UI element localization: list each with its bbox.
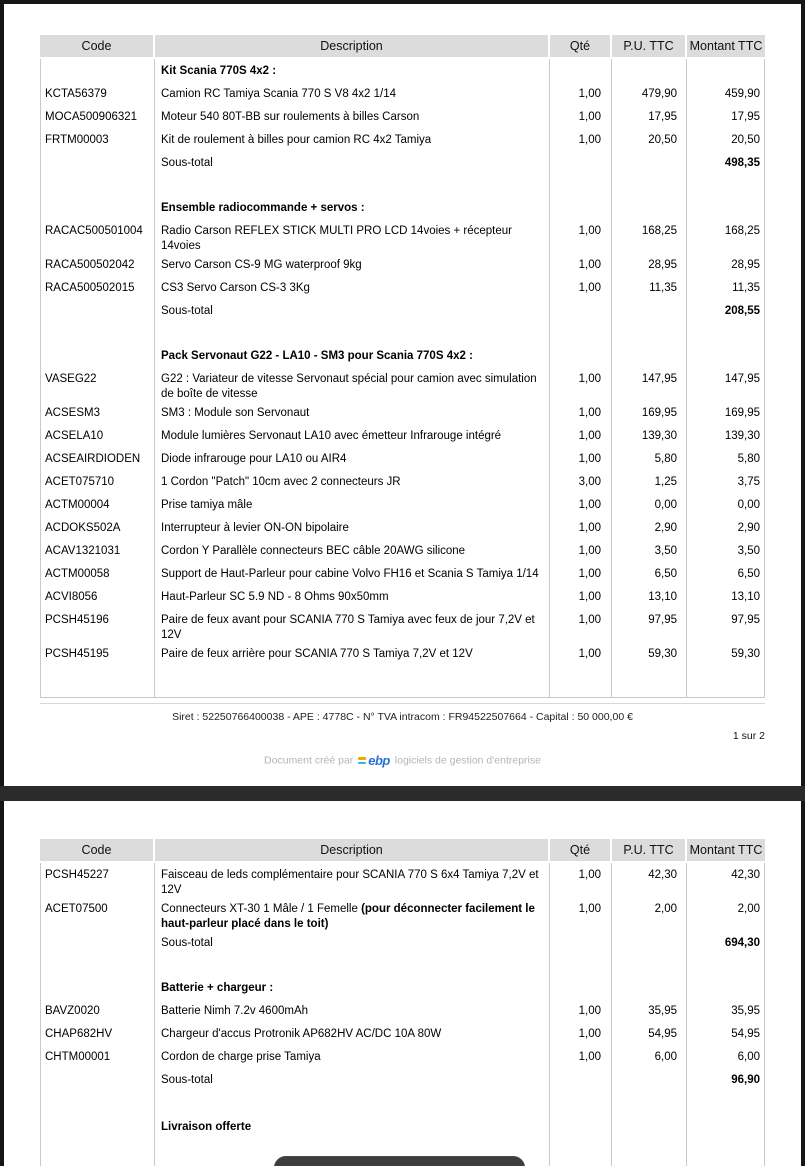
cell-amount [687,59,765,82]
credit-suffix-text: logiciels de gestion d'entreprise [394,754,541,767]
cell-qty: 1,00 [550,1022,612,1045]
cell-amount: 59,30 [687,642,765,665]
cell-unit-price [612,322,687,344]
cell-qty [550,322,612,344]
cell-qty: 1,00 [550,642,612,665]
ebp-dashes-icon [358,757,366,764]
table-row-spacer [40,322,765,344]
cell-qty [550,1115,612,1138]
cell-description: Chargeur d'accus Protronik AP682HV AC/DC 10A 80W [155,1022,550,1045]
cell-unit-price: 6,00 [612,1045,687,1068]
col-header-code: Code [40,839,155,861]
cell-qty: 1,00 [550,999,612,1022]
cell-amount [687,976,765,999]
cell-description: CS3 Servo Carson CS-3 3Kg [155,276,550,299]
cell-amount: 498,35 [687,151,765,174]
table-row-item [40,401,765,424]
cell-amount: 459,90 [687,82,765,105]
cell-description: Prise tamiya mâle [155,493,550,516]
cell-description: Batterie + chargeur : [155,976,550,999]
cell-amount [687,344,765,367]
cell-code: ACET07500 [40,897,155,931]
table-row-spacer [40,174,765,196]
table-body-page-1 [40,59,765,698]
table-header-row [40,839,765,861]
col-header-unit-price: P.U. TTC [612,35,687,57]
company-legal-line: Siret : 52250766400038 - APE : 4778C - N° TVA intracom : FR94522507664 - Capital : 50 000,00 € [172,711,633,723]
cell-description: Paire de feux arrière pour SCANIA 770 S Tamiya 7,2V et 12V [155,642,550,665]
cell-qty: 1,00 [550,401,612,424]
cell-amount: 54,95 [687,1022,765,1045]
cell-unit-price: 139,30 [612,424,687,447]
cell-qty: 1,00 [550,863,612,897]
cell-description: Cordon Y Parallèle connecteurs BEC câble 20AWG silicone [155,539,550,562]
cell-qty: 1,00 [550,253,612,276]
invoice-table-page-1 [40,4,765,698]
cell-description: Radio Carson REFLEX STICK MULTI PRO LCD 14voies + récepteur 14voies [155,219,550,253]
cell-qty: 1,00 [550,897,612,931]
cell-amount: 3,50 [687,539,765,562]
cell-code [40,954,155,976]
table-row-subtotal [40,299,765,322]
cell-amount: 17,95 [687,105,765,128]
cell-code [40,299,155,322]
floating-toolbar-pill[interactable] [274,1156,525,1166]
cell-qty [550,976,612,999]
cell-amount: 42,30 [687,863,765,897]
cell-description: Interrupteur à levier ON-ON bipolaire [155,516,550,539]
cell-unit-price [612,196,687,219]
cell-qty: 1,00 [550,562,612,585]
table-row-item [40,447,765,470]
cell-code [40,196,155,219]
cell-unit-price [612,299,687,322]
cell-amount: 6,00 [687,1045,765,1068]
cell-qty [550,665,612,697]
cell-unit-price [612,1068,687,1091]
cell-description: Sous-total [155,1068,550,1091]
cell-code [40,1138,155,1166]
cell-qty [550,1091,612,1115]
cell-qty: 1,00 [550,128,612,151]
cell-amount [687,1091,765,1115]
cell-code: FRTM00003 [40,128,155,151]
cell-code [40,1068,155,1091]
table-row-item [40,253,765,276]
cell-description: Connecteurs XT-30 1 Mâle / 1 Femelle (pour déconnecter facilement le haut-parleur placé dans le toit) [155,897,550,931]
cell-amount: 2,00 [687,897,765,931]
cell-amount: 28,95 [687,253,765,276]
table-row-section [40,1115,765,1138]
cell-amount: 208,55 [687,299,765,322]
ebp-logo-word: ebp [368,753,390,768]
cell-description: Pack Servonaut G22 - LA10 - SM3 pour Scania 770S 4x2 : [155,344,550,367]
cell-unit-price [612,344,687,367]
cell-qty: 1,00 [550,608,612,642]
cell-qty: 1,00 [550,516,612,539]
cell-unit-price: 17,95 [612,105,687,128]
cell-code [40,151,155,174]
cell-description [155,1091,550,1115]
cell-amount: 11,35 [687,276,765,299]
table-row-item [40,585,765,608]
cell-qty [550,196,612,219]
cell-description [155,665,550,697]
cell-unit-price: 1,25 [612,470,687,493]
col-header-code: Code [40,35,155,57]
cell-qty [550,1138,612,1166]
cell-description: G22 : Variateur de vitesse Servonaut spécial pour camion avec simulation de boîte de vitesse [155,367,550,401]
table-row-item [40,897,765,931]
cell-amount [687,196,765,219]
table-row-subtotal [40,931,765,954]
cell-amount: 139,30 [687,424,765,447]
cell-qty: 1,00 [550,367,612,401]
document-page-2 [4,801,801,1166]
cell-unit-price [612,976,687,999]
cell-qty: 1,00 [550,447,612,470]
table-row-item [40,367,765,401]
cell-description: Livraison offerte [155,1115,550,1138]
cell-code [40,665,155,697]
table-row-item [40,424,765,447]
cell-code: RACA500502042 [40,253,155,276]
cell-amount [687,665,765,697]
cell-qty: 1,00 [550,424,612,447]
cell-code [40,322,155,344]
cell-description: 1 Cordon "Patch" 10cm avec 2 connecteurs JR [155,470,550,493]
cell-qty: 1,00 [550,105,612,128]
table-row-item [40,863,765,897]
credit-prefix-text: Document créé par [264,754,354,767]
cell-description: Camion RC Tamiya Scania 770 S V8 4x2 1/14 [155,82,550,105]
cell-amount [687,322,765,344]
cell-unit-price: 11,35 [612,276,687,299]
cell-unit-price [612,665,687,697]
cell-qty [550,344,612,367]
page-gap-band [0,786,805,801]
cell-unit-price [612,174,687,196]
cell-unit-price: 5,80 [612,447,687,470]
cell-amount: 5,80 [687,447,765,470]
cell-amount: 6,50 [687,562,765,585]
cell-unit-price: 2,90 [612,516,687,539]
cell-code: PCSH45227 [40,863,155,897]
table-row-section [40,976,765,999]
table-row-item [40,1022,765,1045]
cell-amount: 2,90 [687,516,765,539]
cell-code: ACAV1321031 [40,539,155,562]
table-row-section [40,196,765,219]
cell-unit-price: 6,50 [612,562,687,585]
cell-qty [550,59,612,82]
cell-code: ACSEAIRDIODEN [40,447,155,470]
cell-unit-price: 59,30 [612,642,687,665]
cell-amount: 3,75 [687,470,765,493]
table-row-item [40,470,765,493]
cell-qty: 1,00 [550,1045,612,1068]
cell-description: Kit Scania 770S 4x2 : [155,59,550,82]
cell-code [40,1115,155,1138]
cell-qty [550,954,612,976]
cell-qty: 1,00 [550,82,612,105]
cell-qty: 1,00 [550,539,612,562]
footer-divider [40,703,765,704]
cell-qty: 3,00 [550,470,612,493]
cell-description [155,322,550,344]
cell-qty [550,931,612,954]
cell-description: Kit de roulement à billes pour camion RC 4x2 Tamiya [155,128,550,151]
table-row-subtotal [40,151,765,174]
cell-amount: 97,95 [687,608,765,642]
cell-code: MOCA500906321 [40,105,155,128]
col-header-description: Description [155,839,550,861]
cell-unit-price: 20,50 [612,128,687,151]
table-row-item [40,562,765,585]
cell-code [40,59,155,82]
table-row-item [40,608,765,642]
col-header-unit-price: P.U. TTC [612,839,687,861]
table-row-item [40,516,765,539]
invoice-table-page-2 [40,801,765,1166]
cell-description: Moteur 540 80T-BB sur roulements à billes Carson [155,105,550,128]
cell-amount: 96,90 [687,1068,765,1091]
cell-unit-price: 13,10 [612,585,687,608]
cell-unit-price: 54,95 [612,1022,687,1045]
cell-code: KCTA56379 [40,82,155,105]
cell-amount: 35,95 [687,999,765,1022]
col-header-qty: Qté [550,839,612,861]
cell-amount [687,954,765,976]
cell-code: VASEG22 [40,367,155,401]
table-row-item [40,1045,765,1068]
cell-unit-price: 28,95 [612,253,687,276]
table-row-spacer [40,1091,765,1115]
table-row-item [40,128,765,151]
table-row-item [40,642,765,665]
cell-unit-price: 35,95 [612,999,687,1022]
cell-unit-price [612,954,687,976]
cell-code: BAVZ0020 [40,999,155,1022]
cell-code: ACSELA10 [40,424,155,447]
cell-description: Ensemble radiocommande + servos : [155,196,550,219]
table-body-page-2 [40,863,765,1166]
cell-description: SM3 : Module son Servonaut [155,401,550,424]
cell-amount: 20,50 [687,128,765,151]
cell-code [40,1091,155,1115]
cell-unit-price [612,151,687,174]
cell-code: ACVI8056 [40,585,155,608]
cell-description: Cordon de charge prise Tamiya [155,1045,550,1068]
table-row-subtotal [40,1068,765,1091]
cell-description: Diode infrarouge pour LA10 ou AIR4 [155,447,550,470]
cell-amount [687,1115,765,1138]
cell-qty [550,1068,612,1091]
cell-code: ACTM00004 [40,493,155,516]
cell-unit-price: 97,95 [612,608,687,642]
cell-unit-price: 0,00 [612,493,687,516]
cell-amount: 0,00 [687,493,765,516]
cell-unit-price: 169,95 [612,401,687,424]
table-row-item [40,999,765,1022]
cell-description: Paire de feux avant pour SCANIA 770 S Tamiya avec feux de jour 7,2V et 12V [155,608,550,642]
cell-code: PCSH45195 [40,642,155,665]
cell-code: ACSESM3 [40,401,155,424]
col-header-amount: Montant TTC [689,843,763,857]
cell-unit-price [612,931,687,954]
cell-unit-price: 147,95 [612,367,687,401]
cell-description: Sous-total [155,151,550,174]
cell-code: RACAC500501004 [40,219,155,253]
table-row-item [40,105,765,128]
col-header-qty: Qté [550,35,612,57]
cell-code [40,931,155,954]
cell-description: Batterie Nimh 7.2v 4600mAh [155,999,550,1022]
cell-unit-price: 479,90 [612,82,687,105]
cell-code: ACET075710 [40,470,155,493]
cell-amount: 694,30 [687,931,765,954]
cell-description: Servo Carson CS-9 MG waterproof 9kg [155,253,550,276]
cell-code: PCSH45196 [40,608,155,642]
cell-description: Sous-total [155,299,550,322]
cell-amount [687,1138,765,1166]
cell-code [40,344,155,367]
table-row-spacer [40,665,765,697]
cell-code: RACA500502015 [40,276,155,299]
cell-unit-price [612,1115,687,1138]
table-row-item [40,276,765,299]
cell-description [155,174,550,196]
table-row-item [40,82,765,105]
table-row-section [40,59,765,82]
cell-amount: 13,10 [687,585,765,608]
cell-unit-price: 3,50 [612,539,687,562]
cell-description: Faisceau de leds complémentaire pour SCANIA 770 S 6x4 Tamiya 7,2V et 12V [155,863,550,897]
cell-description: Support de Haut-Parleur pour cabine Volvo FH16 et Scania S Tamiya 1/14 [155,562,550,585]
cell-code [40,174,155,196]
cell-code: CHAP682HV [40,1022,155,1045]
page-number: 1 sur 2 [732,730,765,742]
table-row-item [40,493,765,516]
cell-amount: 147,95 [687,367,765,401]
cell-description [155,954,550,976]
cell-amount: 169,95 [687,401,765,424]
cell-unit-price: 42,30 [612,863,687,897]
cell-qty: 1,00 [550,276,612,299]
table-row-spacer [40,954,765,976]
cell-qty: 1,00 [550,585,612,608]
table-row-section [40,344,765,367]
table-header-row [40,35,765,57]
cell-code: ACDOKS502A [40,516,155,539]
cell-code: CHTM00001 [40,1045,155,1068]
cell-qty: 1,00 [550,493,612,516]
cell-qty: 1,00 [550,219,612,253]
cell-description: Sous-total [155,931,550,954]
cell-amount [687,174,765,196]
cell-unit-price: 168,25 [612,219,687,253]
cell-amount: 168,25 [687,219,765,253]
cell-qty [550,299,612,322]
table-row-item [40,219,765,253]
cell-unit-price [612,1091,687,1115]
col-header-amount: Montant TTC [689,39,763,53]
cell-unit-price [612,1138,687,1166]
cell-description: Module lumières Servonaut LA10 avec émetteur Infrarouge intégré [155,424,550,447]
col-header-description: Description [155,35,550,57]
credit-line [4,753,801,768]
cell-code [40,976,155,999]
cell-code: ACTM00058 [40,562,155,585]
cell-description: Haut-Parleur SC 5.9 ND - 8 Ohms 90x50mm [155,585,550,608]
ebp-logo [358,753,390,768]
cell-qty [550,174,612,196]
cell-unit-price: 2,00 [612,897,687,931]
table-row-item [40,539,765,562]
cell-unit-price [612,59,687,82]
cell-qty [550,151,612,174]
document-page-1 [4,4,801,786]
